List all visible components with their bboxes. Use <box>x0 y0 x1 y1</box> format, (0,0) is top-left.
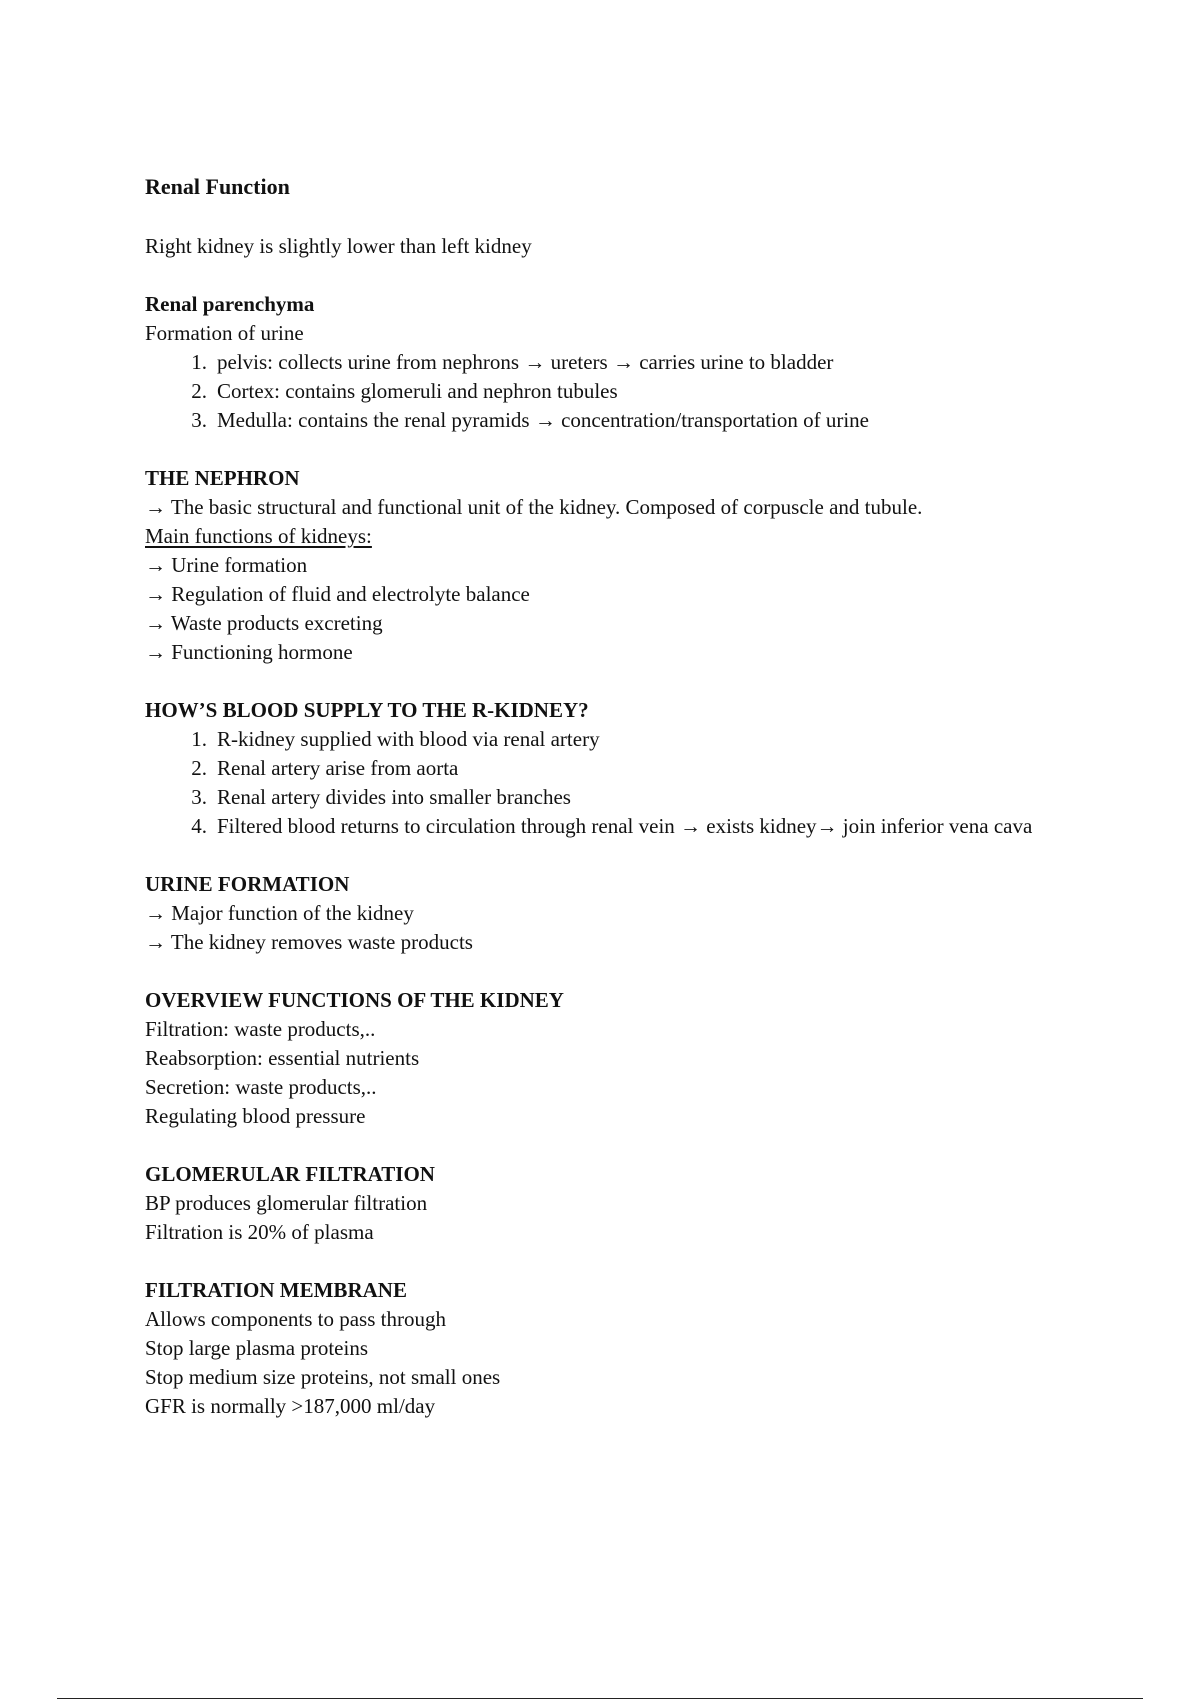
list-number: 1. <box>191 350 207 374</box>
list-item: Regulating blood pressure <box>145 1104 366 1128</box>
numbered-list <box>145 725 1145 841</box>
list-item-text: Medulla: contains the renal pyramids → concentration/transportation of urine <box>217 408 869 432</box>
list-item <box>145 725 1145 754</box>
list-number: 2. <box>191 379 207 403</box>
list-item <box>145 812 1145 841</box>
list-item: Reabsorption: essential nutrients <box>145 1046 420 1070</box>
list-item: BP produces glomerular filtration <box>145 1191 428 1215</box>
list-number: 4. <box>191 814 207 838</box>
list-item-text: Renal artery divides into smaller branches <box>217 785 571 809</box>
list-item <box>145 406 1145 435</box>
section-glomerular-filtration <box>145 1160 1145 1247</box>
section-heading: FILTRATION MEMBRANE <box>145 1278 407 1302</box>
list-item-text: Filtered blood returns to circulation through renal vein → exists kidney→ join inferior vena cava <box>217 814 1033 838</box>
list-item: → The kidney removes waste products <box>145 930 473 954</box>
spacer <box>145 841 1145 870</box>
numbered-list <box>145 348 1145 435</box>
spacer <box>145 667 1145 696</box>
list-item: Allows components to pass through <box>145 1307 446 1331</box>
section-filtration-membrane <box>145 1276 1145 1421</box>
document-title: Renal Function <box>145 174 290 199</box>
list-item-text: Renal artery arise from aorta <box>217 756 459 780</box>
list-number: 1. <box>191 727 207 751</box>
section-heading: GLOMERULAR FILTRATION <box>145 1162 435 1186</box>
list-number: 2. <box>191 756 207 780</box>
spacer <box>145 261 1145 290</box>
list-number: 3. <box>191 785 207 809</box>
list-item <box>145 377 1145 406</box>
section-heading: OVERVIEW FUNCTIONS OF THE KIDNEY <box>145 988 564 1012</box>
list-item: → Major function of the kidney <box>145 901 414 925</box>
section-overview-functions <box>145 986 1145 1131</box>
section-renal-parenchyma <box>145 290 1145 435</box>
list-item: Secretion: waste products,.. <box>145 1075 377 1099</box>
spacer <box>145 1247 1145 1276</box>
list-item: Stop large plasma proteins <box>145 1336 368 1360</box>
list-item: → Waste products excreting <box>145 611 383 635</box>
list-item: Stop medium size proteins, not small ones <box>145 1365 501 1389</box>
functions-label: Main functions of kidneys: <box>145 524 372 548</box>
list-item <box>145 754 1145 783</box>
section-heading: THE NEPHRON <box>145 466 300 490</box>
section-blood-supply <box>145 696 1145 841</box>
spacer <box>145 957 1145 986</box>
list-item: Filtration is 20% of plasma <box>145 1220 374 1244</box>
list-item <box>145 783 1145 812</box>
list-item-text: Cortex: contains glomeruli and nephron tubules <box>217 379 618 403</box>
list-item: GFR is normally >187,000 ml/day <box>145 1394 436 1418</box>
nephron-definition: → The basic structural and functional unit of the kidney. Composed of corpuscle and tubule. <box>145 495 923 519</box>
list-item-text: pelvis: collects urine from nephrons → ureters → carries urine to bladder <box>217 350 834 374</box>
section-nephron <box>145 464 1145 667</box>
section-urine-formation <box>145 870 1145 957</box>
functions-label-line <box>145 522 1145 551</box>
section-heading: URINE FORMATION <box>145 872 350 896</box>
list-item: Filtration: waste products,.. <box>145 1017 376 1041</box>
section-subtitle: Formation of urine <box>145 321 304 345</box>
list-item: → Functioning hormone <box>145 640 353 664</box>
spacer <box>145 435 1145 464</box>
document-page <box>145 172 1145 1421</box>
list-number: 3. <box>191 408 207 432</box>
spacer <box>145 1131 1145 1160</box>
section-heading: Renal parenchyma <box>145 292 315 316</box>
footer-divider <box>57 1698 1143 1699</box>
list-item-text: R-kidney supplied with blood via renal artery <box>217 727 600 751</box>
list-item <box>145 348 1145 377</box>
section-heading: HOW’S BLOOD SUPPLY TO THE R-KIDNEY? <box>145 698 589 722</box>
list-item: → Urine formation <box>145 553 308 577</box>
intro-text: Right kidney is slightly lower than left kidney <box>145 234 532 258</box>
list-item: → Regulation of fluid and electrolyte balance <box>145 582 530 606</box>
